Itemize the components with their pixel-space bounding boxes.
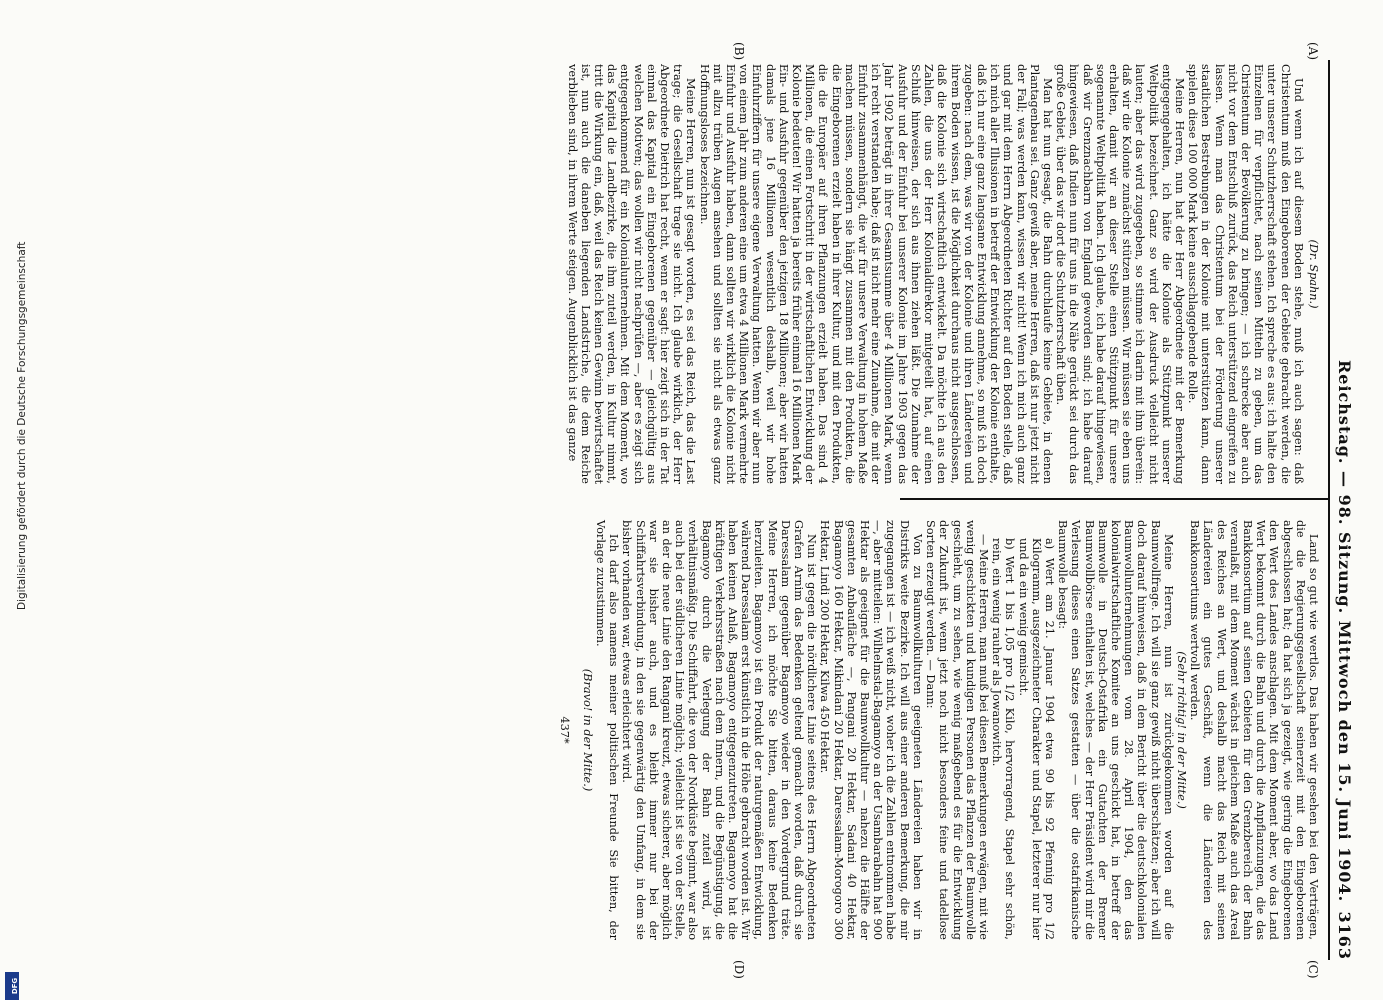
- paragraph: Meine Herren, nun ist zurückgekommen worden auf die Baumwollfrage. Ich will sie ganz gewiß nicht überschätzen; aber ich will doch darauf hinweisen, daß in dem Bericht über die deutschkolonialen Baumwollunternehmungen vom 28. April 1904, den das kolonialwirtschaftliche Komitee an uns geschickt hat, in betreff der Baumwolle in Deutsch-Ostafrika ein Gutachten der Bremer Baumwollbörse enthalten ist, welches — der Herr Präsident wird mir die Verlesung dieses einen Satzes gestatten — über die ostafrikanische Baumwolle besagt:: [1056, 520, 1175, 940]
- margin-letter-c: (C): [1306, 960, 1320, 979]
- margin-letter-b: (B): [732, 42, 746, 61]
- page-header: [1328, 60, 1354, 960]
- header-title: Reichstag. — 98. Sitzung. Mittwoch den 15. Juni 1904.: [1335, 360, 1354, 903]
- rotated-page-content: [56, 40, 1356, 980]
- header-page-number: 3163: [1335, 911, 1354, 960]
- paragraph: Und wenn ich auf diesem Boden stehe, muß ich auch sagen: daß Christentum muß den Eingeborenen der Gebiete gebracht werden, die unter unserer Schutzherrschaft stehen. Ich spreche es aus: ich halte den Einzelnen für verpflichtet, nach seinen Mitteln zu geben, um das Christentum der Bevölkerung zu bringen; — ich schrecke aber auch nicht vor dem Entschluß zurück, das Reich unterstützend eingreifen zu lassen. Wenn man das Christentum bei der Förderung unserer staatlichen Bestrebungen in der Kolonie mit unterstützen kann, dann spielen diese 100 000 Mark keine ausschlaggebende Rolle.: [1186, 64, 1305, 484]
- dfg-footer: [2, 10, 28, 995]
- right-column: [557, 520, 1320, 940]
- margin-letter-a: (A): [1306, 42, 1320, 61]
- applause-note: (Sehr richtig! in der Mitte.): [1174, 651, 1188, 809]
- funding-note: Digitalisierung gefördert durch die Deutsche Forschungsgemeinschaft: [16, 241, 28, 610]
- left-column: [565, 64, 1320, 484]
- paragraph: Man hat nun gesagt, die Bahn durchlaufe keine Gebiete, in denen Plantagenbau sei. Ganz gewiß aber, meine Herren, daß ist nur jetzt nicht der Fall; was werden kann, wissen wir nicht! Wenn ich mich auch ganz und gar mit dem Herrn Abgeordneten Richter auf den Boden stelle, daß ich mich aller Illusionen in betreff der Entwicklung der Kolonie enthalte, daß ich nur eine ganz langsame Entwicklung annehme, so muß ich doch zugeben: nach dem, was wir von der Kolonie und ihren Ländereien und ihrem Boden wissen, ist die Möglichkeit durchaus nicht ausgeschlossen, daß die Kolonie sich wirtschaftlich entwickelt. Da möchte ich aus den Zahlen, die uns der Herr Kolonialdirektor mitgeteilt hat, auf einen Schluß hinweisen, der sich aus ihnen ziehen läßt. Die Zunahme der Ausfuhr und der Einfuhr bei unserer Kolonie im Jahre 1903 gegen das Jahr 1902 beträgt in ihrer Gesamtsumme über 4 Millionen Mark, wenn ich recht verstanden habe; daß ist nicht mehr eine Zunahme, die mit der Einfuhr zusammenhängt, die wir für unsere Verwaltung in hohem Maße machen müssen, sondern sie hängt zusammen mit den Produkten, die die Eingeborenen erzielt haben in ihrer Kultur, und mit den Produkten, die die Europäer auf ihren Pflanzungen erzielt haben. Das sind 4 Millionen, die einen Fortschritt in der wirtschaftlichen Entwicklung der Kolonie bedeuten! Wir hatten ja bereits früher einmal 16 Millionen Mark Ein- und Ausfuhr gegenüber den jetzigen 18 Millionen; aber wir hatten damals jene 16 Millionen wesentlich deshalb, weil wir hohe Einfuhrziffern für unsere eigene Verwaltung hatten. Wenn wir aber nun von einem Jahr zum anderen eine um etwa 4 Millionen Mark vermehrte Einfuhr und Ausfuhr haben, dann sollten wir wirklich die Kolonie nicht mit allzu trüben Augen ansehen und sollten sie nicht als etwas ganz Hoffnungsloses bezeichnen.: [697, 64, 1054, 484]
- quote-item: a) Wert am 21. Januar 1904 etwa 90 bis 92 Pfennig pro 1/2 Kilogramm, ausgezeichneter Charakter und Stapel, letzterer nur hier und da ein wenig gemischt.: [1016, 538, 1056, 940]
- paragraph: Ich darf also namens meiner politischen Freunde Sie bitten, der Vorlage zuzustimmen.: [594, 520, 621, 940]
- paragraph: Meine Herren, nun hat der Herr Abgeordnete mit der Bemerkung entgegengehalten, ich hätte die Kolonie als Stützpunkt unserer Weltpolitik bezeichnet. Ganz so wird der Ausdruck vielleicht nicht lauten; aber das wird zugegeben, so stimme ich darin mit ihm überein: daß wir die Kolonie zunächst stützen müssen. Wir müssen sie eben uns erhalten, damit wir an dieser Stelle einen Stützpunkt für unsere sogenannte Weltpolitik haben. Ich glaube, ich habe darauf hingewiesen, daß wir Grenznachbarn von England geworden sind; ich habe darauf hingewiesen, daß Indien nun für uns in die Nähe gerückt sei durch das große Gebiet, über das wir dort die Schutzherrschaft üben.: [1054, 64, 1186, 484]
- paragraph: Meine Herren, nun ist gesagt worden, es sei das Reich, das die Last trage; die Gesellschaft trage sie nicht. Ich glaube wirklich, der Herr Abgeordnete Dietrich hat recht, wenn er sagt: hier zeigt sich in der Tat einmal das Kapital ein Eingeborenen gegenüber — gleichgültig aus welchen Motiven; das wollen wir nicht nachprüfen —, aber es zeigt sich entgegenkommend für ein Kolonialunternehmen. Mit dem Moment, wo das Kapital die Landbezirke, die ihm zuteil werden, in Kultur nimmt, tritt die Wirkung ein, daß, weil das Reich keinen Gewinn bewirtschaftet ist, nun auch die daneben liegenden Landstriche, die dem Reiche verblieben sind, in ihrem Werte steigen. Augenblicklich ist das ganze: [565, 64, 698, 484]
- applause-note: (Bravo! in der Mitte.): [580, 668, 594, 792]
- paragraph: Land so gut wie wertlos. Das haben wir gesehen bei den Verträgen, die die Regierungsgesellschaft seinerzeit mit den Eingeborenen abgeschlossen hat; da hat sich ja gezeigt, wie gering die Eingeborenen den Wert des Landes anschlagen. Mit dem Moment aber, wo das Land Wert bekommt durch die Bahn und durch die Anpflanzungen, die das Bankkonsortium auf seinen Gebieten für den Grenzbereich der Bahn veranlaßt, mit dem Moment wächst in gleichem Maße auch das Areal des Reiches an Wert, und deshalb macht das Reich mit seinen Ländereien ein gutes Geschäft, wenn die Ländereien des Bankkonsortiums wertvoll werden.: [1188, 520, 1320, 940]
- header-rule: [1328, 60, 1330, 960]
- paragraph: Nun ist gegen die nördlichere Linie seitens des Herrn Abgeordneten Grafen Arnim das Bedenken geltend gemacht worden, daß durch sie Daressalam gegenüber Bagamoyo wieder in den Vordergrund träte. Meine Herren, ich möchte Sie bitten, daraus keine Bedenken herzuleiten. Bagamoyo ist ein Produkt der naturgemäßen Entwicklung, während Daressalam erst künstlich in die Höhe gebracht worden ist. Wir haben keinen Anlaß, Bagamoyo entgegenzutreten. Bagamoyo hat die kräftigen Verkehrsstraßen nach dem Innern, und die Begünstigung, die Bagamoyo durch die Verlegung der Bahn zuteil wird, ist verhältnismäßig. Die Schiffahrt, die von der Nordküste beginnt, war also auch bei der südlicheren Linie möglich; vielleicht ist sie von der Stelle, an der die neue Linie den Rangani kreuzt, etwas sicherer, aber möglich war sie bisher auch, und es bleibt immer nur bei der Schiffahrtsverbindung, in den sie gegenwärtig den Umfang, in dem sie bisher vorhanden war, etwas erleichtert wird.: [620, 520, 819, 940]
- column-divider: [900, 498, 1330, 500]
- page-number-footer: [557, 520, 570, 940]
- paragraph: Von zu Baumwollkulturen geeigneten Ländereien haben wir in Distrikts weite Bezirke. Ich will aus einer anderen Bemerkung, die mir zugegangen ist — ich weiß nicht, woher ich die Zahlen entnommen habe —, aber mitteilen: Wilhelmstal-Bagamoyo an der Usambarabahn hat 900 Hektar als geeignet für die Baumwollkultur — nahezu die Hälfte der gesamten Anbaufläche —, Pangani 20 Hektar, Sadani 40 Hektar, Bagamoyo 160 Hektar, Mikindani 20 Hektar, Daressalam-Morogoro 300 Hektar, Lindi 200 Hektar, Kilwa 450 Hektar.: [818, 520, 924, 940]
- quote-item: b) Wert 1 bis 1,05 pro 1/2 Kilo, hervorragend, Stapel sehr schön, rein, ein wenig rauher als Jowanowitch.: [990, 538, 1017, 940]
- dfg-logo: DFG: [5, 972, 19, 1000]
- speaker-label: (Dr. Spahn.): [1307, 239, 1320, 309]
- paragraph: — Meine Herren, man muß bei diesen Bemerkungen erwägen, mit wie wenig geschickten und kundigen Personen das Pflanzen der Baumwolle geschieht, um zu sehen, wie wenig maßgebend es für die Entwicklung der Zukunft ist, wenn jetzt noch nicht besonders feine und tadellose Sorten erzeugt werden. — Dann:: [924, 520, 990, 940]
- page-number: 437*: [557, 716, 571, 744]
- margin-letter-d: (D): [732, 960, 746, 979]
